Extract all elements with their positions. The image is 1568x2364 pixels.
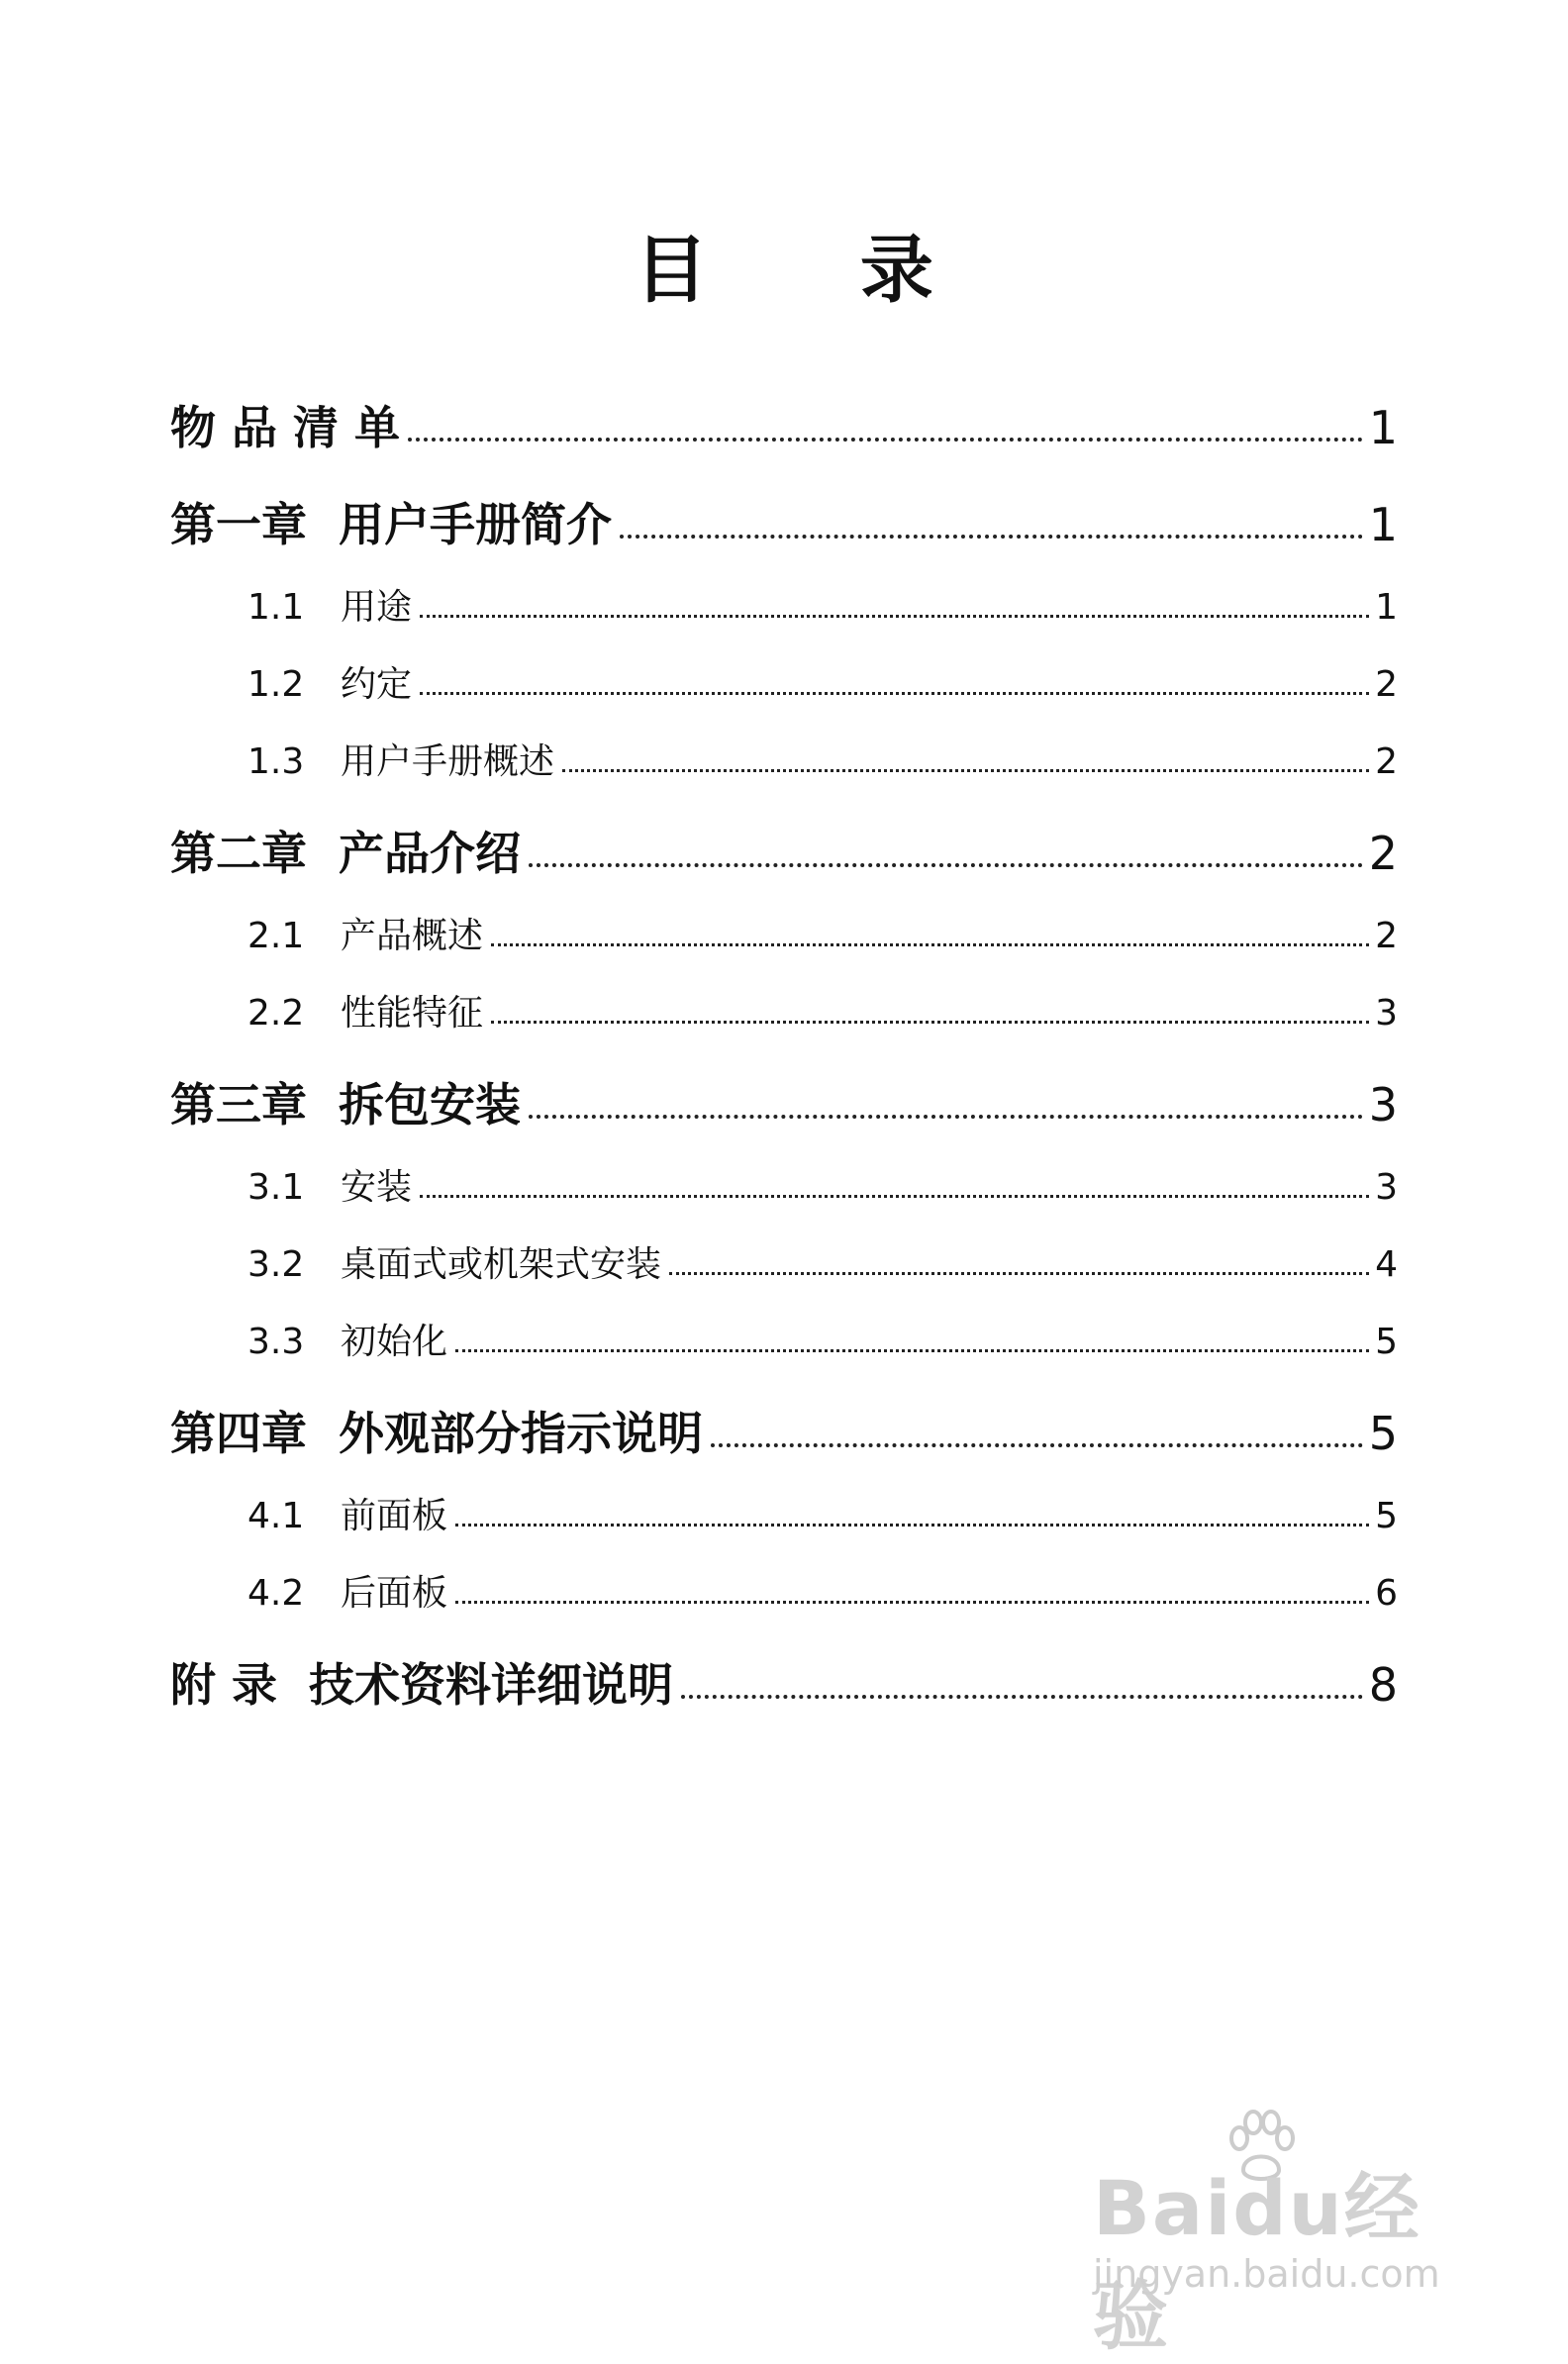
toc-entry[interactable]	[170, 1614, 1398, 1711]
toc-subentry-page: 3	[1375, 1167, 1398, 1209]
toc-subentry-page: 5	[1375, 1496, 1398, 1537]
toc-subentry-label: 安装	[341, 1167, 413, 1209]
toc-subentry-label: 桌面式或机架式安装	[341, 1244, 662, 1286]
toc-leader-dots	[420, 1195, 1369, 1198]
toc-subentry[interactable]	[170, 879, 1398, 956]
baidu-jingyan-watermark	[1073, 2109, 1469, 2360]
toc-leader-dots	[420, 692, 1369, 695]
toc-entry[interactable]	[170, 453, 1398, 550]
toc-subentry-number: 2.1	[247, 916, 305, 957]
toc-leader-dots	[455, 1601, 1369, 1604]
toc-subentry[interactable]	[170, 550, 1398, 628]
toc-leader-dots	[711, 1443, 1363, 1447]
toc-entry-label: 第三章 拆包安装	[170, 1078, 522, 1133]
toc-leader-dots	[491, 1021, 1369, 1024]
toc-subentry-number: 1.3	[247, 741, 305, 783]
table-of-contents	[170, 356, 1398, 1711]
page-title: 目 录	[635, 228, 997, 313]
toc-leader-dots	[681, 1695, 1363, 1699]
toc-subentry[interactable]	[170, 628, 1398, 705]
toc-entry-page: 3	[1368, 1078, 1398, 1133]
toc-subentry-page: 3	[1375, 993, 1398, 1034]
toc-subentry-page: 2	[1375, 664, 1398, 706]
toc-subentry[interactable]	[170, 1285, 1398, 1362]
toc-subentry-label: 前面板	[341, 1496, 448, 1537]
toc-leader-dots	[529, 863, 1363, 867]
toc-subentry[interactable]	[170, 1208, 1398, 1285]
toc-entry-label: 物 品 清 单	[170, 401, 401, 455]
toc-subentry-label: 产品概述	[341, 916, 484, 957]
toc-subentry[interactable]	[170, 956, 1398, 1034]
toc-entry-page: 1	[1368, 498, 1398, 552]
toc-entry-page: 5	[1368, 1407, 1398, 1461]
toc-leader-dots	[491, 943, 1369, 946]
toc-subentry-label: 用户手册概述	[341, 741, 555, 783]
toc-leader-dots	[620, 535, 1363, 539]
toc-leader-dots	[455, 1524, 1369, 1527]
toc-leader-dots	[562, 769, 1369, 772]
toc-subentry[interactable]	[170, 1459, 1398, 1536]
toc-subentry-label: 后面板	[341, 1573, 448, 1615]
toc-subentry-label: 初始化	[341, 1322, 448, 1363]
toc-subentry-label: 约定	[341, 664, 413, 706]
toc-subentry-label: 用途	[341, 587, 413, 629]
toc-entry-page: 1	[1368, 401, 1398, 455]
toc-subentry-number: 4.2	[247, 1573, 305, 1615]
toc-subentry-page: 5	[1375, 1322, 1398, 1363]
toc-subentry-number: 1.2	[247, 664, 305, 706]
toc-entry[interactable]	[170, 356, 1398, 453]
toc-subentry-label: 性能特征	[341, 993, 484, 1034]
toc-entry[interactable]	[170, 1362, 1398, 1459]
watermark-brand: Baidu经验	[1093, 2164, 1421, 2360]
toc-entry-label: 第二章 产品介绍	[170, 827, 522, 881]
toc-subentry-number: 3.2	[247, 1244, 305, 1286]
toc-subentry-page: 6	[1375, 1573, 1398, 1615]
toc-subentry-number: 1.1	[247, 587, 305, 629]
toc-subentry-page: 2	[1375, 916, 1398, 957]
toc-subentry[interactable]	[170, 1131, 1398, 1208]
toc-leader-dots	[420, 615, 1369, 618]
toc-subentry-page: 1	[1375, 587, 1398, 629]
toc-entry-page: 8	[1368, 1658, 1398, 1713]
toc-subentry[interactable]	[170, 705, 1398, 782]
toc-subentry-number: 3.1	[247, 1167, 305, 1209]
toc-leader-dots	[408, 438, 1363, 442]
toc-subentry-number: 2.2	[247, 993, 305, 1034]
toc-leader-dots	[669, 1272, 1369, 1275]
toc-subentry[interactable]	[170, 1536, 1398, 1614]
toc-entry[interactable]	[170, 1034, 1398, 1131]
toc-subentry-page: 2	[1375, 741, 1398, 783]
toc-entry-label: 第一章 用户手册简介	[170, 498, 613, 552]
toc-subentry-number: 4.1	[247, 1496, 305, 1537]
toc-entry-page: 2	[1368, 827, 1398, 881]
watermark-url: jingyan.baidu.com	[1093, 2252, 1440, 2296]
toc-entry-label: 附 录 技术资料详细说明	[170, 1658, 674, 1713]
toc-leader-dots	[529, 1115, 1363, 1119]
toc-entry[interactable]	[170, 782, 1398, 879]
toc-leader-dots	[455, 1349, 1369, 1352]
toc-entry-label: 第四章 外观部分指示说明	[170, 1407, 704, 1461]
toc-subentry-page: 4	[1375, 1244, 1398, 1286]
toc-subentry-number: 3.3	[247, 1322, 305, 1363]
